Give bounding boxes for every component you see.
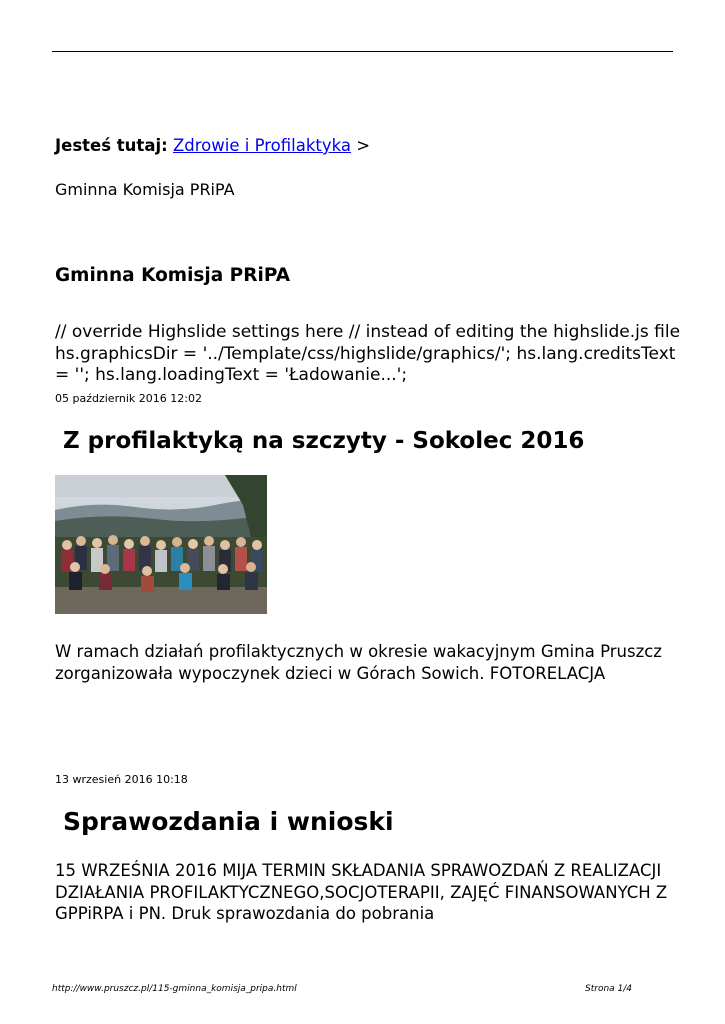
article-photo[interactable]: [55, 475, 267, 614]
group-photo-image: [55, 475, 267, 614]
article-text: W ramach działań profilaktycznych w okresie wakacyjnym Gmina Pruszcz zorganizowała wypoczynek dzieci w Górach Sowich. FOTORELACJA: [55, 642, 662, 683]
page-title: Gminna Komisja PRiPA: [55, 265, 291, 286]
breadcrumb-current: Gminna Komisja PRiPA: [55, 180, 235, 199]
article-title-sprawozdania[interactable]: Sprawozdania i wnioski: [63, 807, 394, 836]
footer-url: http://www.pruszcz.pl/115-gminna_komisja_pripa.html: [52, 984, 297, 994]
article-title-sokolec[interactable]: Z profilaktyką na szczyty - Sokolec 2016: [63, 428, 585, 454]
breadcrumb-link-zdrowie[interactable]: Zdrowie i Profilaktyka: [172, 136, 351, 155]
breadcrumb: [55, 135, 370, 157]
script-text: // override Highslide settings here // instead of editing the highslide.js file hs.graphicsDir = '../Template/css/highslide/graphics/'; hs.lang.creditsText = ''; hs.lang.loadingText = 'Ładowanie...';: [55, 322, 681, 385]
breadcrumb-separator: >: [356, 136, 371, 155]
header-rule: [52, 51, 673, 52]
article-date: 05 październik 2016 12:02: [55, 392, 202, 405]
footer-page-number: Strona 1/4: [585, 984, 633, 994]
article-text: 15 WRZEŚNIA 2016 MIJA TERMIN SKŁADANIA SPRAWOZDAŃ Z REALIZACJI DZIAŁANIA PROFILAKTYCZNEGO,SOCJOTERAPII, ZAJĘĆ FINANSOWANYCH Z GPPiRPA i PN. Druk sprawozdania do pobrania: [55, 861, 668, 923]
article-date: 13 wrzesień 2016 10:18: [55, 773, 188, 786]
breadcrumb-label: Jesteś tutaj:: [55, 136, 168, 155]
